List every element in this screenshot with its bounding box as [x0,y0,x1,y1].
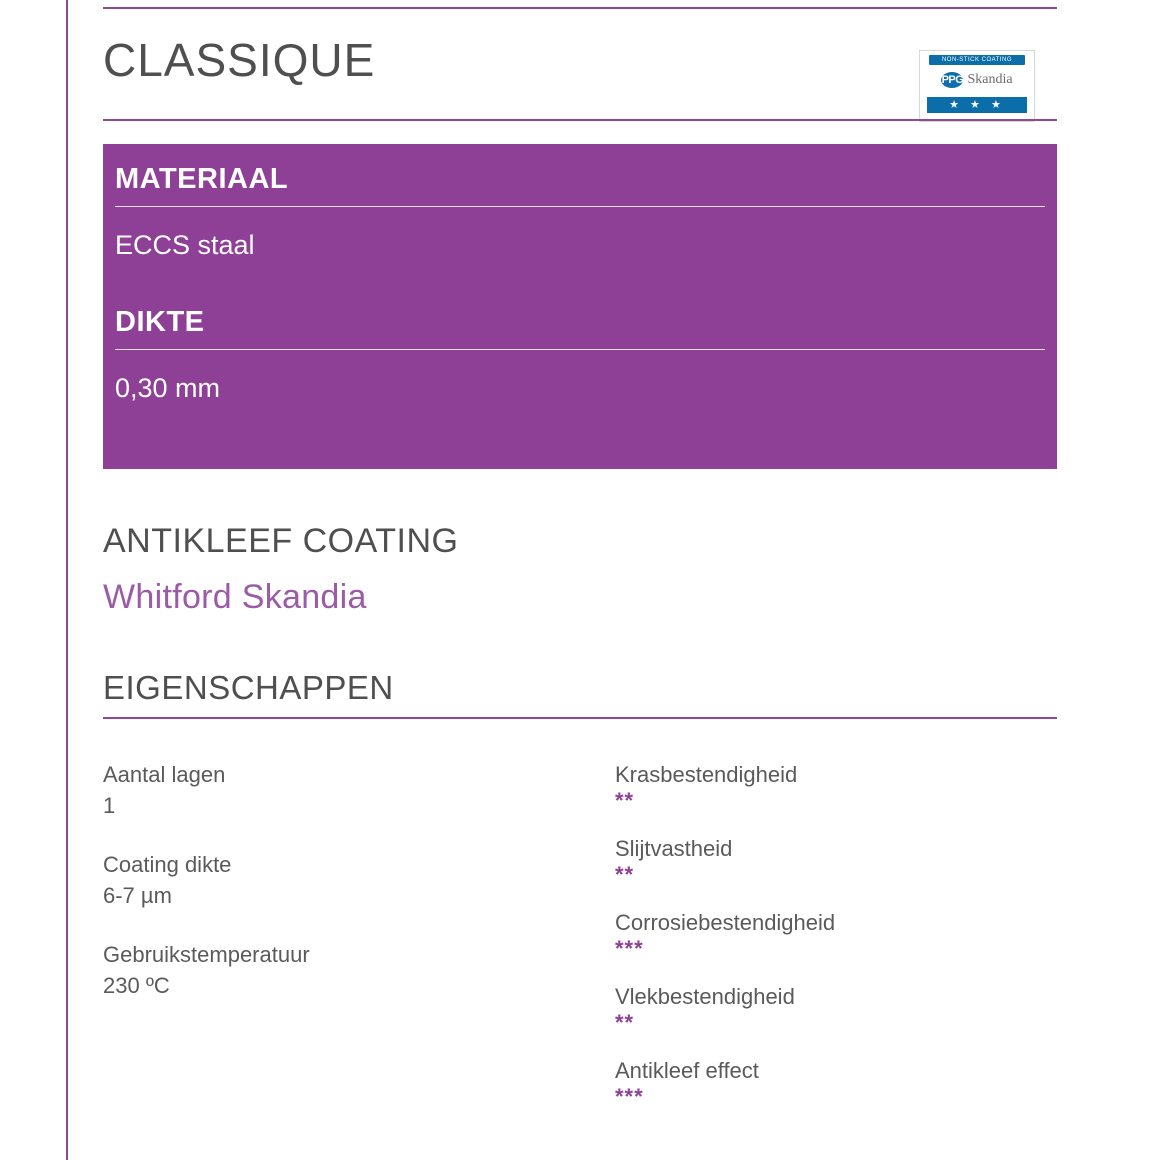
coating-brand: Whitford Skandia [103,578,367,616]
top-divider [103,7,1057,9]
title-divider [103,119,1057,121]
property-value: 230 ºC [103,973,170,998]
property-rating: ** [615,862,635,887]
properties-section [103,760,1057,1130]
property-rating: ** [615,788,635,813]
property-label: Krasbestendigheid [615,762,798,787]
page-left-border [66,0,68,1160]
property-item [103,940,615,1002]
property-item [615,834,1055,886]
thickness-value: 0,30 mm [115,373,221,403]
property-item [103,850,615,912]
property-label: Coating dikte [103,852,232,877]
property-item [615,908,1055,960]
property-label: Gebruikstemperatuur [103,942,310,967]
coating-heading: ANTIKLEEF COATING [103,522,459,560]
property-value: 6-7 µm [103,883,172,908]
material-value: ECCS staal [115,230,255,260]
property-label: Antikleef effect [615,1058,759,1083]
properties-divider [103,717,1057,719]
ppg-mark-icon: PPG [941,74,964,86]
logo-top-label: NON-STICK COATING [929,55,1025,65]
thickness-heading-divider [115,349,1045,350]
property-label: Aantal lagen [103,762,226,787]
page-title: CLASSIQUE [103,34,376,86]
material-block [103,144,1057,469]
property-value: 1 [103,793,116,818]
property-rating: *** [615,1084,644,1109]
properties-column-right [615,760,1055,1130]
property-rating: *** [615,936,644,961]
property-item [103,760,615,822]
title-row [103,32,1057,114]
logo-brand-name: Skandia [967,72,1013,87]
property-label: Slijtvastheid [615,836,733,861]
material-heading-divider [115,206,1045,207]
property-label: Vlekbestendigheid [615,984,795,1009]
skandia-logo [919,50,1035,122]
property-rating: ** [615,1010,635,1035]
thickness-heading: DIKTE [115,306,205,338]
property-item [615,760,1055,812]
property-label: Corrosiebestendigheid [615,910,836,935]
properties-column-left [103,760,615,1130]
property-item [615,982,1055,1034]
logo-middle [923,65,1031,95]
property-item [615,1056,1055,1108]
block-spacer [115,273,1045,301]
material-heading: MATERIAAL [115,163,289,195]
properties-heading: EIGENSCHAPPEN [103,669,394,706]
logo-stars: ★ ★ ★ [927,97,1027,113]
